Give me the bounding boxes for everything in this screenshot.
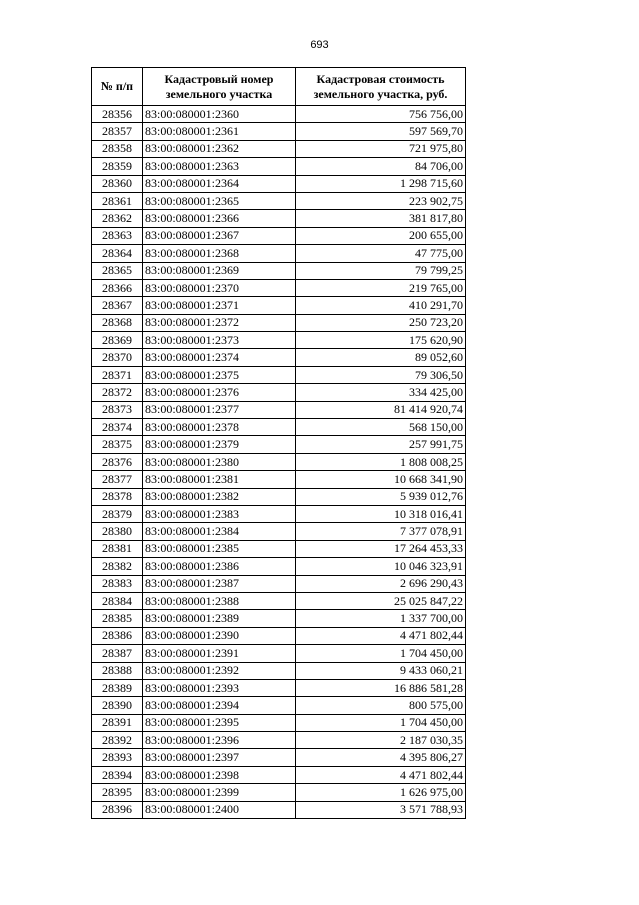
cell-cadastral-value: 4 395 806,27 <box>296 749 466 766</box>
cell-cadastral-value: 1 298 715,60 <box>296 175 466 192</box>
table-row <box>92 645 466 662</box>
cell-cadastral-value: 381 817,80 <box>296 210 466 227</box>
cell-cadastral-number: 83:00:080001:2394 <box>143 697 296 714</box>
cell-cadastral-number: 83:00:080001:2362 <box>143 140 296 157</box>
cell-row-number: 28362 <box>92 210 143 227</box>
table-row <box>92 279 466 296</box>
cell-cadastral-number: 83:00:080001:2360 <box>143 106 296 123</box>
table-row <box>92 158 466 175</box>
cell-cadastral-number: 83:00:080001:2381 <box>143 471 296 488</box>
cell-cadastral-number: 83:00:080001:2371 <box>143 297 296 314</box>
cell-row-number: 28385 <box>92 610 143 627</box>
cell-cadastral-value: 1 337 700,00 <box>296 610 466 627</box>
cell-cadastral-value: 10 046 323,91 <box>296 558 466 575</box>
header-row-number: № п/п <box>92 68 143 106</box>
cell-cadastral-value: 223 902,75 <box>296 192 466 209</box>
cell-cadastral-value: 3 571 788,93 <box>296 801 466 818</box>
cell-row-number: 28394 <box>92 766 143 783</box>
table-row <box>92 140 466 157</box>
cell-row-number: 28375 <box>92 436 143 453</box>
cell-cadastral-value: 84 706,00 <box>296 158 466 175</box>
table-row <box>92 349 466 366</box>
cell-cadastral-value: 5 939 012,76 <box>296 488 466 505</box>
cell-row-number: 28361 <box>92 192 143 209</box>
cell-row-number: 28367 <box>92 297 143 314</box>
cell-cadastral-number: 83:00:080001:2367 <box>143 227 296 244</box>
cell-cadastral-value: 2 696 290,43 <box>296 575 466 592</box>
table-row <box>92 123 466 140</box>
cell-cadastral-value: 756 756,00 <box>296 106 466 123</box>
cell-cadastral-value: 1 808 008,25 <box>296 453 466 470</box>
cell-cadastral-value: 800 575,00 <box>296 697 466 714</box>
table-row <box>92 419 466 436</box>
cell-cadastral-number: 83:00:080001:2396 <box>143 732 296 749</box>
cell-cadastral-number: 83:00:080001:2385 <box>143 540 296 557</box>
table-row <box>92 332 466 349</box>
cell-row-number: 28363 <box>92 227 143 244</box>
cell-cadastral-value: 79 799,25 <box>296 262 466 279</box>
cell-row-number: 28370 <box>92 349 143 366</box>
cell-cadastral-value: 4 471 802,44 <box>296 766 466 783</box>
table-row <box>92 175 466 192</box>
cell-cadastral-value: 1 626 975,00 <box>296 784 466 801</box>
table-row <box>92 436 466 453</box>
cell-cadastral-number: 83:00:080001:2391 <box>143 645 296 662</box>
cell-row-number: 28396 <box>92 801 143 818</box>
cell-cadastral-number: 83:00:080001:2386 <box>143 558 296 575</box>
cell-cadastral-value: 4 471 802,44 <box>296 627 466 644</box>
cell-row-number: 28366 <box>92 279 143 296</box>
cell-cadastral-number: 83:00:080001:2399 <box>143 784 296 801</box>
cell-row-number: 28395 <box>92 784 143 801</box>
cell-row-number: 28379 <box>92 505 143 522</box>
cell-cadastral-number: 83:00:080001:2395 <box>143 714 296 731</box>
cell-cadastral-number: 83:00:080001:2366 <box>143 210 296 227</box>
cell-row-number: 28390 <box>92 697 143 714</box>
table-row <box>92 384 466 401</box>
cell-cadastral-value: 10 318 016,41 <box>296 505 466 522</box>
cell-cadastral-number: 83:00:080001:2374 <box>143 349 296 366</box>
cell-cadastral-number: 83:00:080001:2370 <box>143 279 296 296</box>
table-row <box>92 592 466 609</box>
table-row <box>92 540 466 557</box>
cell-cadastral-value: 410 291,70 <box>296 297 466 314</box>
table-row <box>92 575 466 592</box>
table-row <box>92 192 466 209</box>
table-row <box>92 714 466 731</box>
table-row <box>92 453 466 470</box>
table-row <box>92 697 466 714</box>
cell-row-number: 28384 <box>92 592 143 609</box>
cell-row-number: 28387 <box>92 645 143 662</box>
cell-cadastral-value: 597 569,70 <box>296 123 466 140</box>
cell-cadastral-value: 1 704 450,00 <box>296 645 466 662</box>
cell-row-number: 28364 <box>92 245 143 262</box>
table-row <box>92 610 466 627</box>
cell-row-number: 28381 <box>92 540 143 557</box>
table-body <box>92 106 466 819</box>
cell-row-number: 28377 <box>92 471 143 488</box>
cell-cadastral-number: 83:00:080001:2397 <box>143 749 296 766</box>
cell-cadastral-value: 2 187 030,35 <box>296 732 466 749</box>
cell-cadastral-number: 83:00:080001:2380 <box>143 453 296 470</box>
table-row <box>92 262 466 279</box>
cell-cadastral-number: 83:00:080001:2377 <box>143 401 296 418</box>
cell-cadastral-number: 83:00:080001:2387 <box>143 575 296 592</box>
cell-row-number: 28391 <box>92 714 143 731</box>
table-header-row <box>92 68 466 106</box>
cell-cadastral-value: 334 425,00 <box>296 384 466 401</box>
table-row <box>92 245 466 262</box>
cell-cadastral-number: 83:00:080001:2382 <box>143 488 296 505</box>
cell-cadastral-number: 83:00:080001:2383 <box>143 505 296 522</box>
table-row <box>92 801 466 818</box>
cell-cadastral-number: 83:00:080001:2375 <box>143 366 296 383</box>
cell-cadastral-number: 83:00:080001:2379 <box>143 436 296 453</box>
cell-cadastral-value: 721 975,80 <box>296 140 466 157</box>
cell-cadastral-value: 568 150,00 <box>296 419 466 436</box>
cell-cadastral-value: 16 886 581,28 <box>296 679 466 696</box>
cell-cadastral-number: 83:00:080001:2363 <box>143 158 296 175</box>
cell-cadastral-number: 83:00:080001:2373 <box>143 332 296 349</box>
cell-cadastral-number: 83:00:080001:2388 <box>143 592 296 609</box>
header-cadastral-value: Кадастровая стоимость земельного участка, руб. <box>296 68 466 106</box>
cell-cadastral-number: 83:00:080001:2372 <box>143 314 296 331</box>
table-row <box>92 732 466 749</box>
cell-cadastral-number: 83:00:080001:2364 <box>143 175 296 192</box>
table-row <box>92 749 466 766</box>
cadastral-value-table <box>91 67 466 819</box>
header-cadastral-number: Кадастровый номер земельного участка <box>143 68 296 106</box>
cell-cadastral-value: 200 655,00 <box>296 227 466 244</box>
cell-cadastral-value: 47 775,00 <box>296 245 466 262</box>
cell-row-number: 28388 <box>92 662 143 679</box>
table-row <box>92 314 466 331</box>
cell-cadastral-value: 250 723,20 <box>296 314 466 331</box>
cell-row-number: 28357 <box>92 123 143 140</box>
table-row <box>92 366 466 383</box>
cell-row-number: 28386 <box>92 627 143 644</box>
cell-cadastral-number: 83:00:080001:2378 <box>143 419 296 436</box>
cell-cadastral-value: 81 414 920,74 <box>296 401 466 418</box>
cell-cadastral-value: 79 306,50 <box>296 366 466 383</box>
cell-row-number: 28371 <box>92 366 143 383</box>
cell-row-number: 28365 <box>92 262 143 279</box>
table-row <box>92 297 466 314</box>
cell-cadastral-number: 83:00:080001:2361 <box>143 123 296 140</box>
cell-row-number: 28369 <box>92 332 143 349</box>
cell-cadastral-number: 83:00:080001:2392 <box>143 662 296 679</box>
cell-cadastral-value: 9 433 060,21 <box>296 662 466 679</box>
cell-cadastral-number: 83:00:080001:2400 <box>143 801 296 818</box>
cell-cadastral-value: 1 704 450,00 <box>296 714 466 731</box>
cell-cadastral-value: 7 377 078,91 <box>296 523 466 540</box>
cell-row-number: 28359 <box>92 158 143 175</box>
page-number: 693 <box>310 39 329 51</box>
cell-row-number: 28383 <box>92 575 143 592</box>
table-row <box>92 210 466 227</box>
cell-row-number: 28382 <box>92 558 143 575</box>
cell-row-number: 28356 <box>92 106 143 123</box>
cell-row-number: 28389 <box>92 679 143 696</box>
cell-cadastral-value: 219 765,00 <box>296 279 466 296</box>
table-row <box>92 523 466 540</box>
table-row <box>92 471 466 488</box>
cell-cadastral-number: 83:00:080001:2384 <box>143 523 296 540</box>
cell-row-number: 28360 <box>92 175 143 192</box>
cell-row-number: 28373 <box>92 401 143 418</box>
cell-cadastral-number: 83:00:080001:2393 <box>143 679 296 696</box>
cell-cadastral-value: 25 025 847,22 <box>296 592 466 609</box>
table-row <box>92 679 466 696</box>
cell-row-number: 28376 <box>92 453 143 470</box>
cell-row-number: 28368 <box>92 314 143 331</box>
table-row <box>92 227 466 244</box>
table-row <box>92 488 466 505</box>
cell-cadastral-number: 83:00:080001:2398 <box>143 766 296 783</box>
cell-cadastral-number: 83:00:080001:2389 <box>143 610 296 627</box>
table-row <box>92 784 466 801</box>
cell-row-number: 28393 <box>92 749 143 766</box>
cell-cadastral-value: 257 991,75 <box>296 436 466 453</box>
cell-cadastral-number: 83:00:080001:2368 <box>143 245 296 262</box>
cell-row-number: 28392 <box>92 732 143 749</box>
table-row <box>92 627 466 644</box>
cell-cadastral-value: 17 264 453,33 <box>296 540 466 557</box>
cell-row-number: 28378 <box>92 488 143 505</box>
cell-cadastral-value: 10 668 341,90 <box>296 471 466 488</box>
table-row <box>92 766 466 783</box>
cell-cadastral-number: 83:00:080001:2376 <box>143 384 296 401</box>
table-row <box>92 505 466 522</box>
cell-cadastral-number: 83:00:080001:2390 <box>143 627 296 644</box>
table-row <box>92 558 466 575</box>
table-row <box>92 662 466 679</box>
cell-row-number: 28374 <box>92 419 143 436</box>
cell-cadastral-value: 175 620,90 <box>296 332 466 349</box>
cell-cadastral-value: 89 052,60 <box>296 349 466 366</box>
cell-cadastral-number: 83:00:080001:2369 <box>143 262 296 279</box>
table-row <box>92 106 466 123</box>
cell-row-number: 28358 <box>92 140 143 157</box>
cell-cadastral-number: 83:00:080001:2365 <box>143 192 296 209</box>
cell-row-number: 28372 <box>92 384 143 401</box>
table-row <box>92 401 466 418</box>
cell-row-number: 28380 <box>92 523 143 540</box>
